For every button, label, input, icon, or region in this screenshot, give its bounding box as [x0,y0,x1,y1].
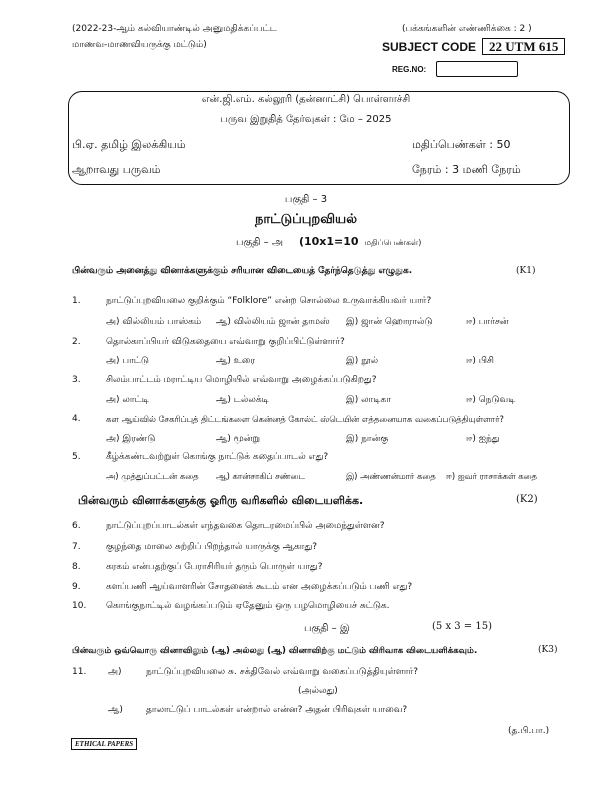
question-number: 1. [72,296,81,306]
section-a-heading [236,235,421,249]
option-a: அ) லாட்டி [106,395,149,405]
question-number: 10. [72,601,87,611]
option-b: ஆ) டல்லக்டி [216,395,269,405]
question-text: கள ஆய்வில் சேகரிப்புத் திட்டங்களை கென்னத் கோல்ட் ஸ்டெயின் எத்தனையாக வகைப்படுத்தியுள்ளார்? [106,414,504,424]
option-d: ஈ) பார்சன் [466,317,509,327]
option-c: இ) நான்கு [346,434,389,444]
question-number: 5. [72,452,81,462]
section-c-k-level: (K3) [538,645,558,655]
option-a: அ) வில்லியம் பாஸ்கம் [106,317,202,327]
option-b: ஆ) கான்சாகிப் சண்டை [216,471,306,481]
college-name: என்.ஜி.எம். கல்லூரி (தன்னாட்சி) பொள்ளாச்சி [201,94,411,105]
question-text: சிலம்பாட்டம் மராட்டிய மொழியில் எவ்வாறு அழைக்கப்படுகிறது? [106,375,377,385]
question-text-a: நாட்டுப்புறவியலை சு. சக்திவேல் எவ்வாறு வகைப்படுத்தியுள்ளார்? [146,667,419,677]
question-number: 3. [72,375,81,385]
option-d: ஈ) நெடுவடி [466,395,516,405]
option-b: ஆ) வில்லியம் ஜான் தாமஸ் [216,317,330,327]
subject-code-label: SUBJECT CODE [382,39,477,54]
max-marks: மதிப்பெண்கள் : 50 [412,138,511,151]
option-d: ஈ) பிசி [466,356,494,366]
question-text: களப்பணி ஆய்வாளரின் சோதனைக் கூடம் என அழைக்கப்படும் பணி எது? [106,582,413,592]
question-text: நாட்டுப்புறப்பாடல்கள் எந்தவகை தொடரமைப்பில் அமைந்துள்ளன? [106,521,385,531]
paper-title: நாட்டுப்புறவியல் [254,212,357,227]
question-number: 9. [72,582,81,592]
option-a: அ) இரண்டு [106,434,156,444]
reg-no-row [392,61,518,77]
section-b-k-level: (K2) [516,494,538,505]
section-c-marks: (5 x 3 = 15) [432,621,492,632]
question-number: 6. [72,521,81,531]
option-c: இ) ஜான் ஹொரால்டு [346,317,433,327]
semester: ஆறாவது பருவம் [72,163,161,176]
option-d: ஈ) ஐந்து [466,434,500,444]
question-text: கரகம் என்பதற்குப் பேராசிரியர் தரும் பொருள் யாது? [106,562,323,572]
section-a-marks: (10x1=10 [298,235,359,248]
question-text: கொங்குநாட்டில் வழங்கப்படும் ஏதேனும் ஒரு பழமொழியைச் சுட்டுக. [106,601,390,611]
section-a-label: பகுதி – அ [236,237,283,248]
subject-code-box: 22 UTM 615 [482,38,565,55]
pages-count: (பக்கங்களின் எண்ணிக்கை : 2 ) [402,24,532,34]
question-text-b: தாலாட்டுப் பாடல்கள் என்றால் என்ன? அதன் பிரிவுகள் யாவை? [146,705,408,715]
question-number: 8. [72,562,81,572]
question-number: 4. [72,414,81,424]
question-number: 11. [72,667,87,677]
question-text: கீழ்க்கண்டவற்றுள் கொங்கு நாட்டுக் கதைப்பாடல் எது? [106,452,329,462]
question-text: தொல்காப்பியர் விடுகதையை எவ்வாறு குறிப்பிட்டுள்ளார்? [106,337,345,347]
option-label-b: ஆ) [108,705,123,715]
exam-title: பருவ இறுதித் தேர்வுகள் : மே – 2025 [220,114,392,125]
option-a: அ) முத்துப்பட்டன் கதை [106,471,199,481]
section-c-instruction: பின்வரும் ஒவ்வொரு வினாவிலும் (ஆ) அல்லது (ஆ) வினாவிற்கு மட்டும் விரிவாக விடையளிக்கவும். [72,646,478,656]
option-d: ஈ) ஐவர் ராசாக்கள் கதை [446,471,537,481]
section-a-k-level: (K1) [516,266,536,276]
turn-over-note: (த.பி.பா.) [508,726,550,736]
exam-time: நேரம் : 3 மணி நேரம் [412,163,521,176]
reg-no-field[interactable] [436,61,518,77]
section-a-instruction: பின்வரும் அனைத்து வினாக்களுக்கும் சரியான விடையைத் தேர்ந்தெடுத்து எழுதுக. [72,266,413,276]
or-separator: (அல்லது) [298,686,338,696]
question-number: 7. [72,542,81,552]
reg-no-label: REG.NO: [392,64,427,74]
question-text: குழந்தை மாலை சுற்றிப் பிறந்தால் யாருக்கு ஆகாது? [106,542,318,552]
option-c: இ) நூல் [346,356,379,366]
option-c: இ) அண்ணன்மார் கதை [346,471,436,481]
section-a-marks-suffix: மதிப்பெண்கள்) [364,238,422,247]
option-label-a: அ) [108,667,122,677]
option-c: இ) லாடிகா [346,395,391,405]
question-text: நாட்டுப்புறவியலை குறிக்கும் “Folklore” என்ற சொல்லை உருவாக்கியவர் யார்? [106,296,432,306]
ethical-papers-badge: ETHICAL PAPERS [71,738,137,750]
question-number: 2. [72,337,81,347]
option-b: ஆ) மூன்று [216,434,260,444]
approved-line-2: மாணவ-மாணவியருக்கு மட்டும்) [72,40,207,50]
section-c-label: பகுதி – இ [304,623,350,634]
option-a: அ) பாட்டு [106,356,149,366]
option-b: ஆ) உரை [216,356,256,366]
section-b-instruction: பின்வரும் வினாக்களுக்கு ஓரிரு வரிகளில் விடையளிக்க. [78,494,364,507]
subject-code-row [382,38,565,55]
approved-line-1: (2022-23-ஆம் கல்வியாண்டில் அனுமதிக்கப்பட்ட [72,24,277,34]
part-label: பகுதி – 3 [284,194,328,205]
course-name: பி.ஏ. தமிழ் இலக்கியம் [72,138,186,151]
